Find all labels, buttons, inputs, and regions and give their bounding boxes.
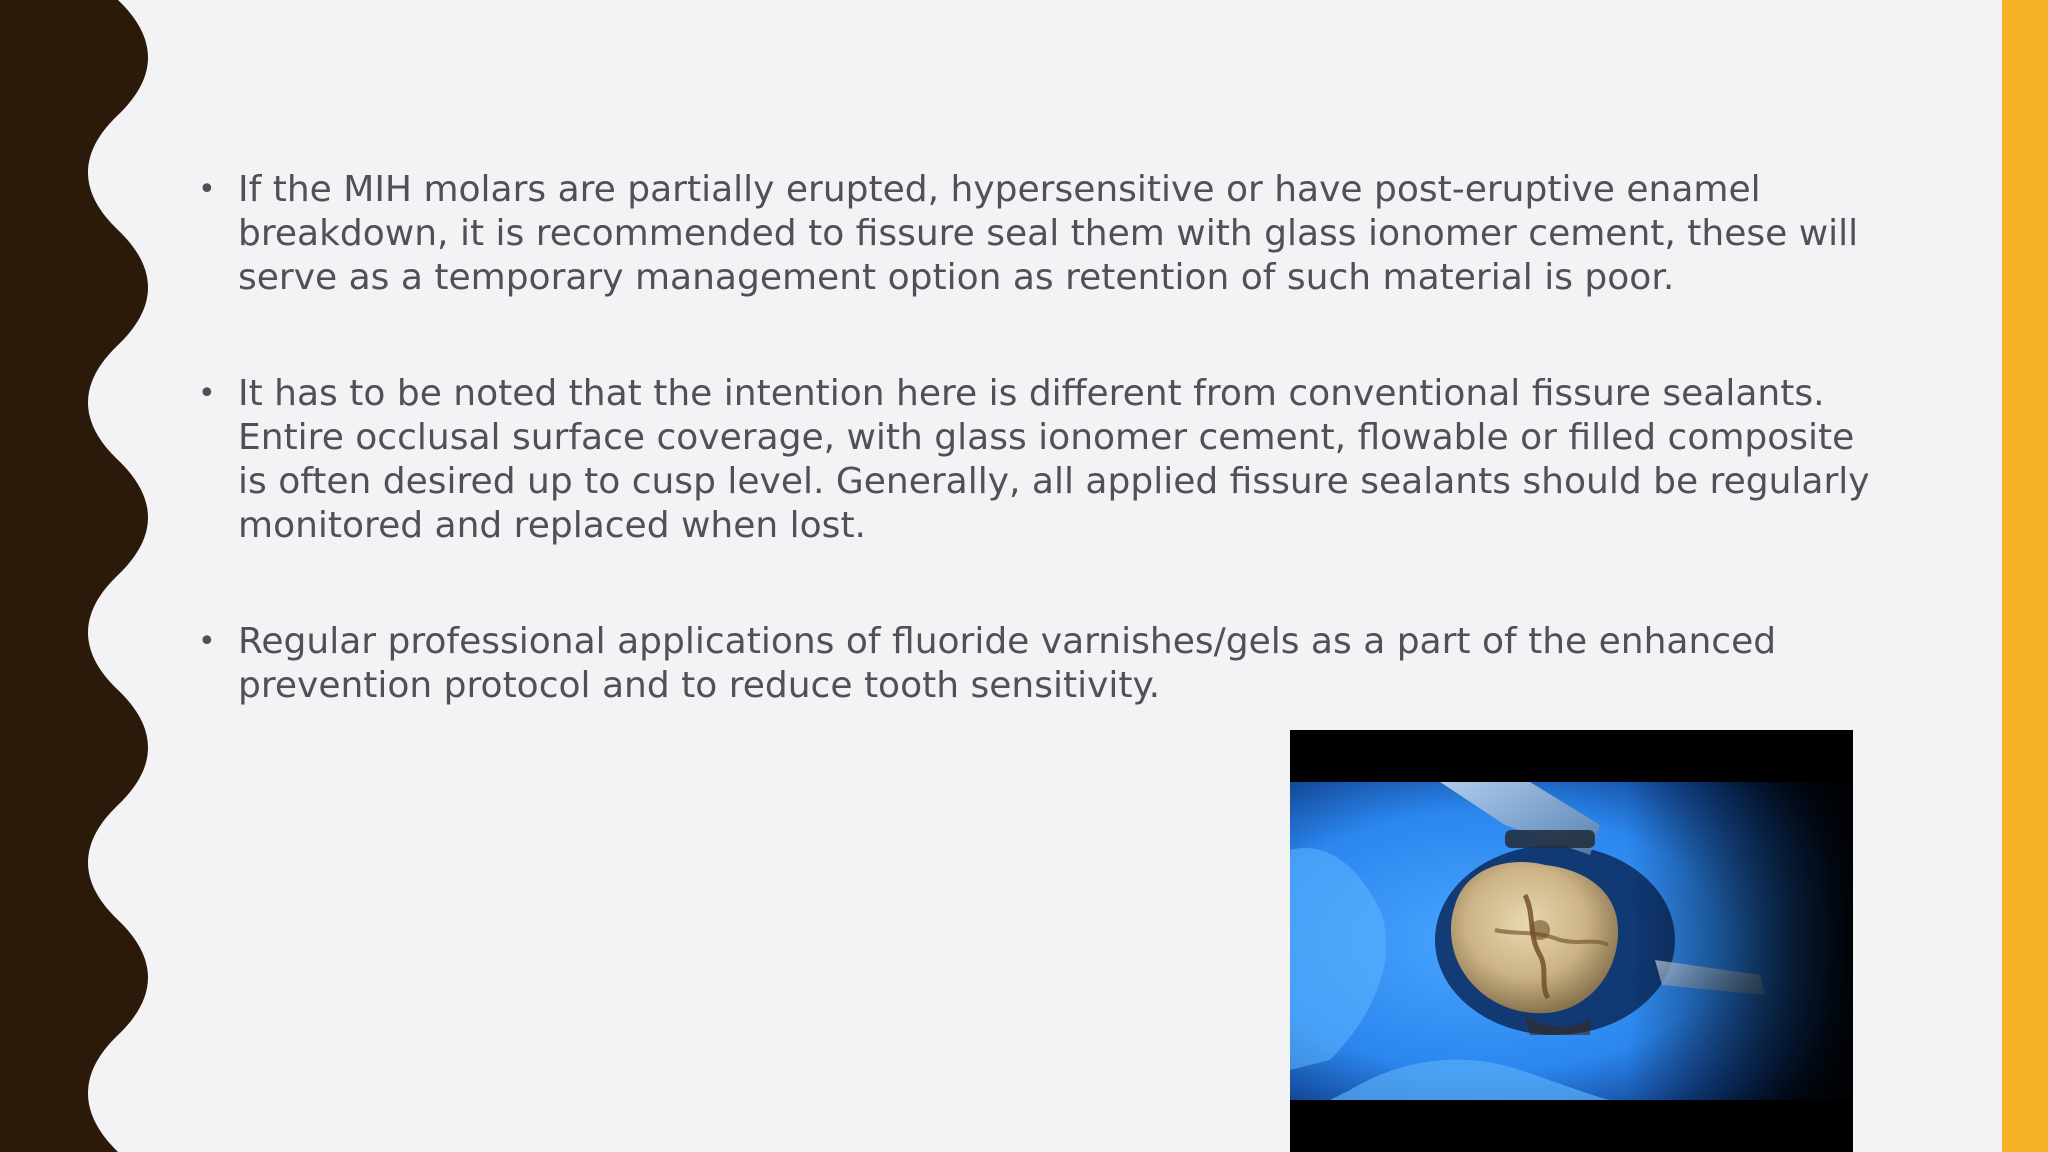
bullet-item <box>196 168 1886 300</box>
slide-body <box>196 168 1886 708</box>
right-accent-bar <box>2002 0 2048 1152</box>
video-player[interactable] <box>1290 730 1853 1152</box>
bullet-item <box>196 372 1886 548</box>
bullet-dot-icon: • <box>198 172 216 207</box>
dental-photo <box>1290 730 1853 1152</box>
bullet-item <box>196 620 1886 708</box>
bullet-text: Regular professional applications of fluoride varnishes/gels as a part of the enhanced prevention protocol and to reduce tooth sensitivity. <box>238 621 1777 706</box>
bullet-text: If the MIH molars are partially erupted, hypersensitive or have post-eruptive enamel breakdown, it is recommended to fissure seal them with glass ionomer cement, these will serve as a temporary management option as retention of such material is poor. <box>238 169 1859 298</box>
bullet-dot-icon: • <box>198 376 216 411</box>
bullet-list <box>196 168 1886 708</box>
bullet-text: It has to be noted that the intention here is different from conventional fissure sealants. Entire occlusal surface coverage, with glass ionomer cement, flowable or filled composite is often desired up to cusp level. Generally, all applied fissure sealants should be regularly monitored and replaced when lost. <box>238 373 1870 546</box>
wavy-left-border <box>0 0 160 1152</box>
bullet-dot-icon: • <box>198 624 216 659</box>
